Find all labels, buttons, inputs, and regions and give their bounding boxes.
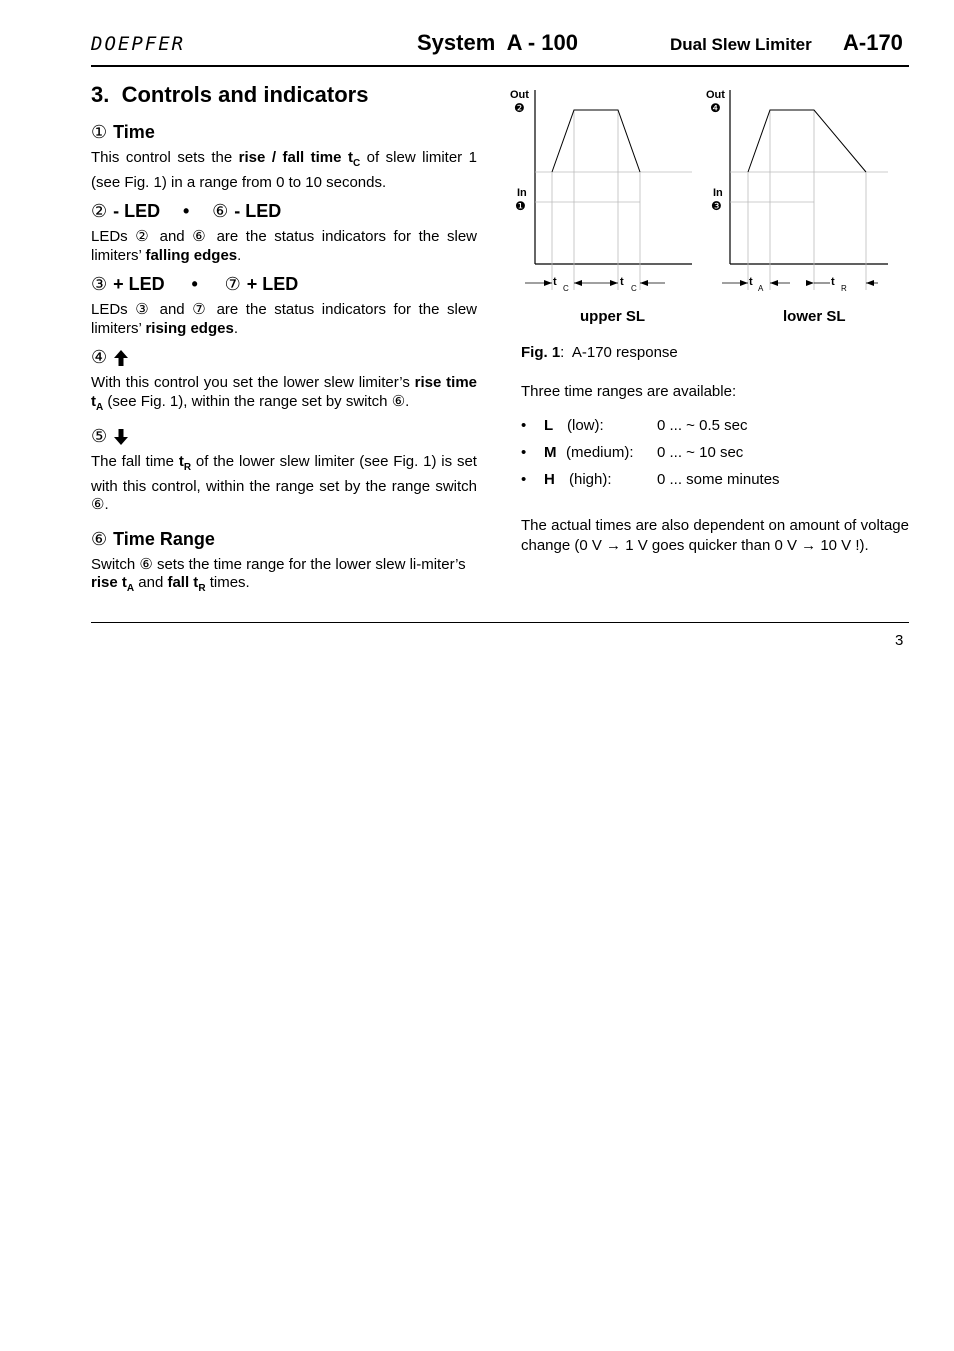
arrow-down-icon: [113, 428, 129, 446]
time-heading: [91, 122, 477, 143]
ranges-intro: Three time ranges are available:: [521, 382, 737, 400]
fall-heading: ⑤: [91, 426, 477, 447]
upper-t2-label: t: [620, 276, 624, 288]
system-title: System A - 100: [417, 30, 579, 55]
lower-sl-plot: [722, 90, 888, 290]
response-figure: [500, 80, 910, 335]
list-item: • L (low): 0 ... ~ 0.5 sec: [521, 417, 748, 434]
lower-t2-label: t: [831, 276, 835, 288]
module-number: A-170: [843, 30, 903, 55]
lower-sl-caption: lower SL: [783, 308, 846, 325]
upper-sl-caption: upper SL: [580, 308, 646, 325]
section-title: 3. Controls and indicators: [91, 82, 369, 107]
left-column: [91, 82, 477, 608]
right-column: [521, 343, 909, 555]
time-number: ①: [91, 122, 108, 142]
lower-t2-sub: R: [841, 284, 847, 293]
doepfer-logo: DOEPFER: [91, 33, 186, 55]
range-text: Switch ⑥ sets the time range for the lower slew li-miter’s rise $t_A$ and fall $t_R$ times.: [91, 555, 466, 594]
upper-out-num: ❷: [514, 101, 525, 115]
lower-in-num: ❸: [711, 199, 722, 213]
time-text: This control sets the rise / fall time $t_C$ of slew limiter 1 (see Fig. 1) in a range from 0 to 10 seconds.: [91, 149, 477, 191]
lower-out-label: Out: [706, 89, 725, 101]
list-item: • H (high): 0 ... some minutes: [521, 471, 780, 488]
upper-t2-sub: C: [631, 284, 637, 293]
list-item: • M (medium): 0 ... ~ 10 sec: [521, 444, 744, 461]
plus-led-heading: ③ + LED • ⑦ + LED: [91, 274, 299, 294]
plus-led-text: LEDs ③ and ⑦ are the status indicators for the slew limiters’ rising edges.: [91, 301, 477, 337]
minus-led-heading: ② - LED • ⑥ - LED: [91, 201, 282, 221]
arrow-up-icon: [113, 349, 129, 367]
figure-caption: Fig. 1: A-170 response: [521, 344, 678, 361]
module-name: Dual Slew Limiter: [670, 35, 812, 54]
header-rule: [91, 65, 909, 67]
lower-in-label: In: [713, 187, 723, 199]
fall-text: The fall time $t_R$ of the lower slew limiter (see Fig. 1) is set with this control, within the range set by the range switch ⑥.: [91, 453, 477, 513]
lower-t1-label: t: [749, 276, 753, 288]
upper-in-label: In: [517, 187, 527, 199]
upper-t1-label: t: [553, 276, 557, 288]
upper-out-label: Out: [510, 89, 529, 101]
ranges-list: [521, 417, 909, 498]
time-title: Time: [113, 122, 155, 142]
range-heading: ⑥ Time Range: [91, 528, 215, 549]
lower-out-num: ❹: [710, 101, 721, 115]
page-number: 3: [895, 632, 904, 649]
upper-t1-sub: C: [563, 284, 569, 293]
footer-rule: [91, 622, 909, 623]
upper-in-num: ❶: [515, 199, 526, 213]
note-text: The actual times are also dependent on amount of voltage change (0 V → 1 V goes quicker than 0 V → 10 V !).: [521, 517, 909, 554]
upper-sl-plot: [525, 90, 692, 290]
rise-heading: ④: [91, 347, 477, 368]
lower-t1-sub: A: [758, 284, 764, 293]
minus-led-text: LEDs ② and ⑥ are the status indicators for the slew limiters’ falling edges.: [91, 228, 477, 264]
rise-text: With this control you set the lower slew limiter’s rise time $t_A$ (see Fig. 1), within the range set by switch ⑥.: [91, 374, 477, 413]
